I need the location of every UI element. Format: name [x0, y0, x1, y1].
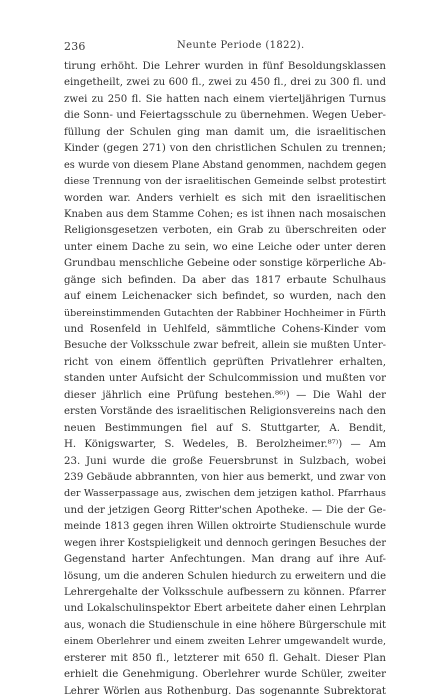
- text-line: 23. Juni wurde die große Feuersbrunst in Sulzbach, wobei: [64, 455, 386, 467]
- text-line: richt von einem öffentlich geprüften Privatlehrer erhalten,: [64, 356, 386, 368]
- text-line: einem Oberlehrer und einem zweiten Lehrer umgewandelt wurde,: [64, 636, 386, 648]
- text-line: Knaben aus dem Stamme Cohen; es ist ihnen nach mosaischen: [64, 208, 386, 220]
- text-line: lösung, um die anderen Schulen hiedurch zu erweitern und die: [64, 570, 386, 582]
- text-line: H. Königswarter, S. Wedeles, B. Berolzheimer.⁸⁷⁾) — Am: [64, 439, 386, 451]
- text-line: übereinstimmenden Gutachten der Rabbiner Hochheimer in Fürth: [64, 307, 386, 319]
- body-text: [64, 59, 386, 700]
- text-line: Besuche der Volksschule zwar befreit, allein sie mußten Unter-: [64, 340, 386, 352]
- text-line: dieser jährlich eine Prüfung bestehen.⁸⁶⁾) — Die Wahl der: [64, 389, 386, 401]
- text-line: gänge sich befinden. Da aber das 1817 erbaute Schulhaus: [64, 274, 386, 286]
- text-line: die Sonn- und Feiertagsschule zu übernehmen. Wegen Ueber-: [64, 110, 386, 122]
- text-line: neuen Bestimmungen fiel auf S. Stuttgarter, A. Bendit,: [64, 422, 386, 434]
- text-line: diese Trennung von der israelitischen Gemeinde selbst protestirt: [64, 176, 386, 188]
- text-line: Grundbau menschliche Gebeine oder sonstige körperliche Ab-: [64, 258, 386, 270]
- text-line: worden war. Anders verhielt es sich mit den israelitischen: [64, 192, 386, 204]
- text-line: Lehrergehalte der Volksschule aufbessern zu können. Pfarrer: [64, 587, 386, 598]
- running-title: Neunte Periode (1822).: [177, 40, 305, 51]
- text-line: und Rosenfeld in Uehlfeld, sämmtliche Cohens-Kinder vom: [64, 324, 386, 335]
- text-line: eingetheilt, zwei zu 600 fl., zwei zu 450 fl., drei zu 300 fl. und: [64, 77, 386, 89]
- text-line: aus, wonach die Studienschule in eine höhere Bürgerschule mit: [64, 619, 386, 631]
- text-line: erhielt die Genehmigung. Oberlehrer wurde Schüler, zweiter: [64, 669, 386, 681]
- text-line: unter einem Dache zu sein, wo eine Leiche oder unter deren: [64, 241, 386, 253]
- text-line: auf einem Leichenacker sich befindet, so wurden, nach den: [64, 291, 386, 303]
- text-line: es wurde von diesem Plane Abstand genommen, nachdem gegen: [64, 159, 386, 171]
- text-line: ersterer mit 850 fl., letzterer mit 650 fl. Gehalt. Dieser Plan: [64, 652, 386, 664]
- text-line: meinde 1813 gegen ihren Willen oktroirte Studienschule wurde: [64, 521, 386, 533]
- text-line: der Wasserpassage aus, zwischen dem jetzigen kathol. Pfarrhaus: [64, 488, 386, 500]
- page-number: 236: [64, 40, 86, 53]
- text-line: wegen ihrer Kostspieligkeit und dennoch geringen Besuches der: [64, 537, 386, 549]
- text-line: füllung der Schulen ging man damit um, die israelitischen: [64, 126, 386, 138]
- text-line: und der jetzigen Georg Ritter'schen Apotheke. — Die der Ge-: [64, 504, 386, 516]
- text-line: Kinder (gegen 271) von den christlichen Schulen zu trennen;: [64, 143, 386, 155]
- text-line: standen unter Aufsicht der Schulcommission und mußten vor: [64, 373, 386, 385]
- text-line: Religionsgesetzen verboten, ein Grab zu überschreiten oder: [64, 225, 386, 237]
- text-line: Lehrer Wörlen aus Rothenburg. Das sogenannte Subrektorat: [64, 685, 386, 697]
- text-line: tirung erhöht. Die Lehrer wurden in fünf Besoldungsklassen: [64, 61, 386, 72]
- text-line: zwei zu 250 fl. Sie hatten nach einem vierteljährigen Turnus: [64, 93, 386, 105]
- text-line: Gegenstand harter Anfechtungen. Man drang auf ihre Auf-: [64, 554, 386, 566]
- text-line: und Lokalschulinspektor Ebert arbeitete daher einen Lehrplan: [64, 603, 386, 615]
- text-line: 239 Gebäude abbrannten, von hier aus bemerkt, und zwar von: [64, 471, 386, 483]
- text-line: ersten Vorstände des israelitischen Religionsvereins nach den: [64, 406, 386, 418]
